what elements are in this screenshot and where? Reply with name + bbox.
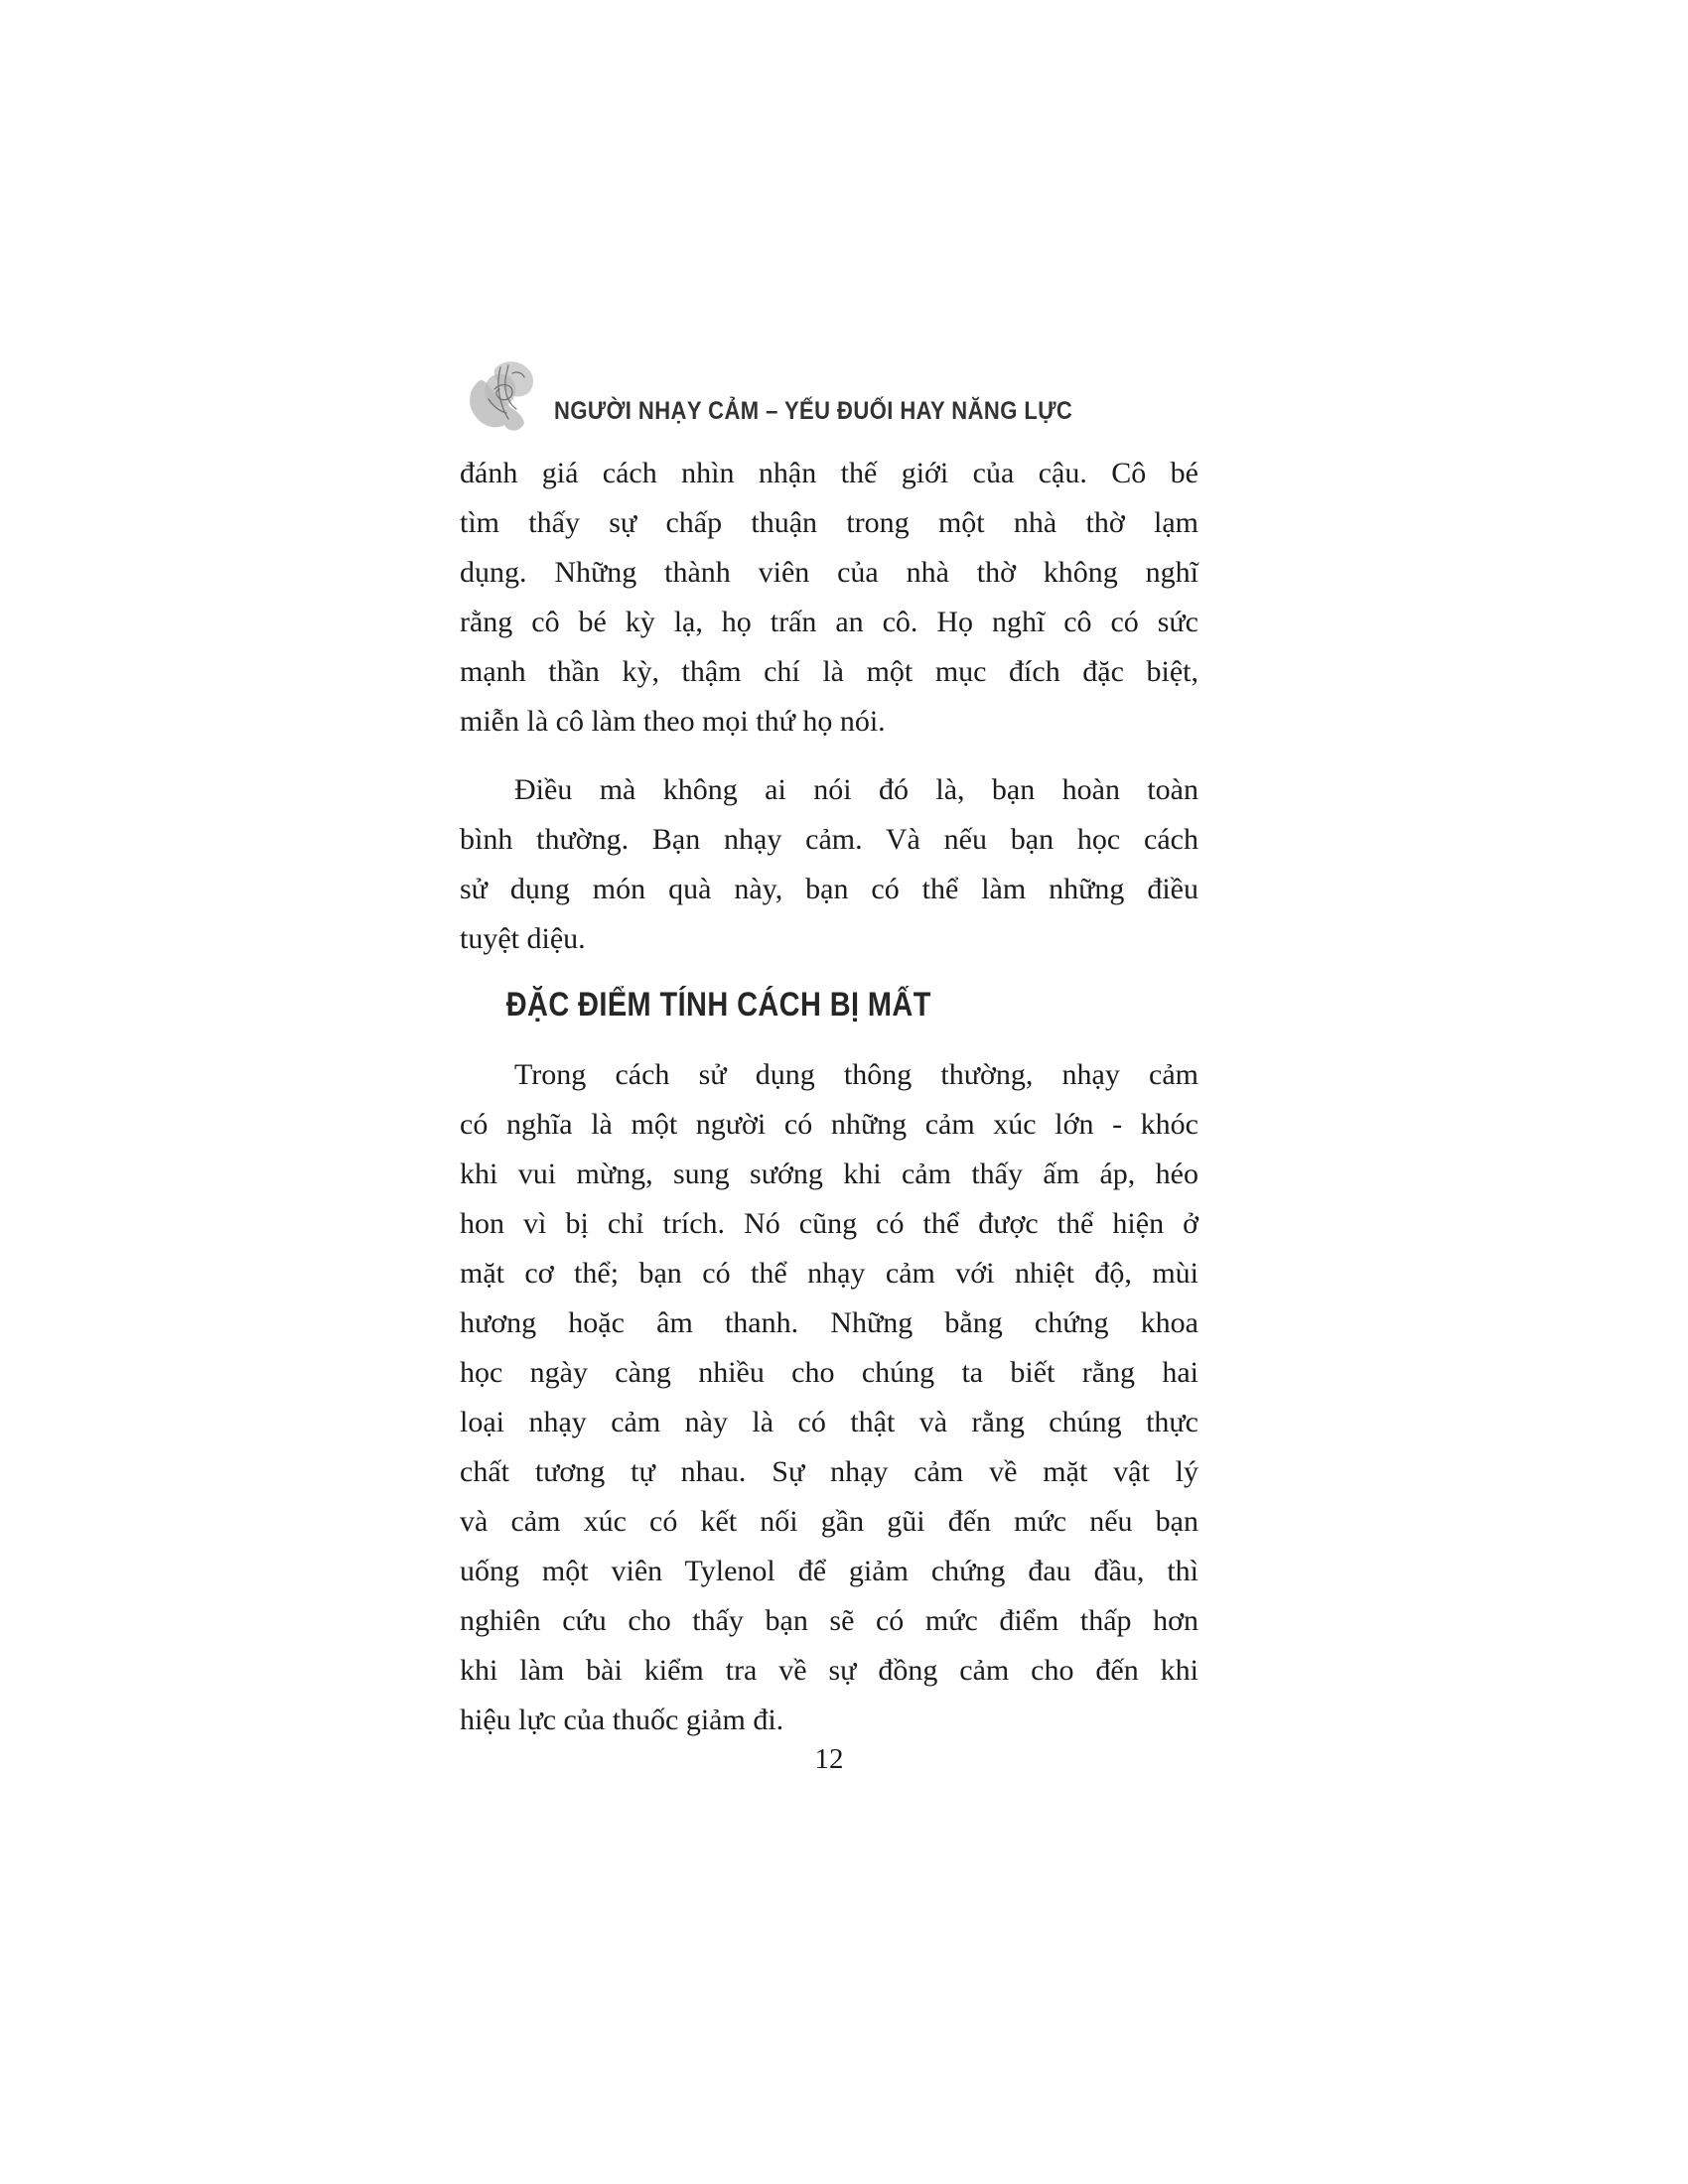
text-line: rằng cô bé kỳ lạ, họ trấn an cô. Họ nghĩ cô có sức	[460, 606, 1198, 638]
running-header	[465, 355, 1143, 439]
text-line: mạnh thần kỳ, thậm chí là một mục đích đặc biệt,	[460, 655, 1198, 688]
flower-sketch-icon	[465, 355, 542, 439]
text-line: sử dụng món quà này, bạn có thể làm những điều	[460, 873, 1198, 905]
text-line: hương hoặc âm thanh. Những bằng chứng khoa	[460, 1306, 1198, 1339]
text-line: miễn là cô làm theo mọi thứ họ nói.	[460, 705, 886, 738]
text-line: Điều mà không ai nói đó là, bạn hoàn toàn	[514, 773, 1198, 806]
text-line: tìm thấy sự chấp thuận trong một nhà thờ lạm	[460, 506, 1198, 539]
running-header-title: NGƯỜI NHẠY CẢM – YẾU ĐUỐI HAY NĂNG LỰC	[554, 396, 1073, 425]
body-text	[460, 449, 1198, 1764]
text-line: loại nhạy cảm này là có thật và rằng chúng thực	[460, 1406, 1198, 1438]
text-line: hon vì bị chỉ trích. Nó cũng có thể được thể hiện ở	[460, 1207, 1198, 1240]
text-line: đánh giá cách nhìn nhận thế giới của cậu. Cô bé	[460, 457, 1198, 489]
page-number: 12	[814, 1743, 844, 1775]
paragraph	[460, 765, 1198, 964]
text-line: Trong cách sử dụng thông thường, nhạy cảm	[514, 1058, 1198, 1091]
text-line: uống một viên Tylenol để giảm chứng đau đầu, thì	[460, 1555, 1198, 1587]
text-line: và cảm xúc có kết nối gần gũi đến mức nếu bạn	[460, 1505, 1198, 1538]
text-line: nghiên cứu cho thấy bạn sẽ có mức điểm thấp hơn	[460, 1604, 1198, 1637]
text-line: học ngày càng nhiều cho chúng ta biết rằng hai	[460, 1356, 1198, 1389]
text-line: khi vui mừng, sung sướng khi cảm thấy ấm áp, héo	[460, 1158, 1198, 1190]
text-line: tuyệt diệu.	[460, 922, 586, 955]
text-line: chất tương tự nhau. Sự nhạy cảm về mặt vật lý	[460, 1455, 1198, 1488]
text-line: mặt cơ thể; bạn có thể nhạy cảm với nhiệt độ, mùi	[460, 1257, 1198, 1290]
section-heading: ĐẶC ĐIỂM TÍNH CÁCH BỊ MẤT	[505, 986, 931, 1024]
text-line: hiệu lực của thuốc giảm đi.	[460, 1704, 784, 1736]
text-line: có nghĩa là một người có những cảm xúc lớn - khóc	[460, 1108, 1198, 1141]
text-line: bình thường. Bạn nhạy cảm. Và nếu bạn học cách	[460, 823, 1198, 856]
text-line: khi làm bài kiểm tra về sự đồng cảm cho đến khi	[460, 1654, 1198, 1687]
paragraph	[460, 1050, 1198, 1745]
text-line: dụng. Những thành viên của nhà thờ không nghĩ	[460, 556, 1198, 589]
paragraph	[460, 449, 1198, 747]
